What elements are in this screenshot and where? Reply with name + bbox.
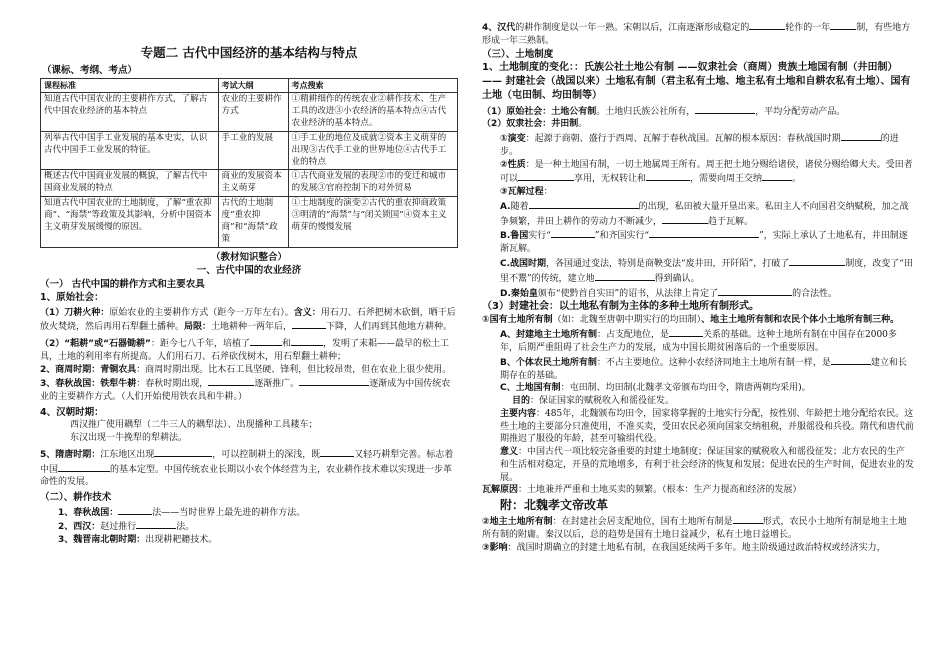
paragraph — [482, 355, 914, 383]
term-label: 瓦解原因 — [482, 485, 519, 496]
text: 的基本定型。中国传统农业长期以小农个体经营为主，农业耕作技术难以实现进一步革命性的发展。 — [40, 464, 453, 488]
fill-blank[interactable] — [646, 171, 690, 181]
text: 法——当时世界上最先进的耕作方法。 — [152, 507, 306, 518]
text: 。 — [578, 119, 588, 130]
table-header-cell: 考试大纲 — [218, 79, 288, 93]
paragraph — [40, 376, 458, 404]
table-row — [41, 170, 458, 197]
term-label: 4、汉代 — [482, 23, 516, 33]
text: 得到确认。 — [654, 273, 700, 284]
table-cell: 古代的土地制度“重农抑商”和“海禁”政策 — [218, 197, 288, 247]
paragraph — [40, 447, 458, 489]
fill-blank[interactable] — [299, 376, 369, 386]
paragraph — [40, 519, 458, 534]
term-label: ①国有土地所有制 — [482, 315, 553, 326]
paragraph — [482, 408, 914, 446]
text: ，可以控制耕土的深浅，既 — [212, 449, 321, 460]
fill-blank[interactable] — [841, 131, 881, 141]
paragraph — [482, 514, 914, 542]
fill-blank[interactable] — [662, 214, 708, 224]
term-label: （2）“耜耕”或“石器锄耕” — [40, 339, 151, 350]
fill-blank[interactable] — [292, 319, 326, 329]
text: 土地耕种一两年后， — [211, 322, 293, 333]
text: 的合法性。 — [792, 288, 838, 299]
text: ：商周时期出现。比木石工具坚硬、锋利，但比较昂贵，但在农业上很少使用。 — [136, 364, 452, 375]
text: 的出现，私田被大量开垦出来。私田主人不向国君交纳赋税，加之战争频繁，井田上耕作的劳动力不断减少， — [500, 201, 909, 227]
text: 制度，改变了“田里不鬻”的传统，建立地 — [500, 259, 913, 284]
section-heading: 一、古代中国的农业经济 — [196, 265, 302, 277]
paragraph — [482, 228, 914, 256]
subsection-heading: 1、土地制度的变化：：氏族公社土地公有制 ——奴隶社会（商周）贵族土地国有制（井田制）—— 封建社会（战国以来）土地私有制（君主私有土地、地主私有土地和自耕农私有土地）、国有土地（屯田制、均田制等） — [482, 62, 911, 102]
table-cell: 手工业的发展 — [218, 131, 288, 170]
fill-blank[interactable] — [518, 171, 574, 181]
text: 法。 — [176, 522, 195, 533]
table-header-row — [41, 79, 458, 93]
syllabus-table — [40, 78, 458, 247]
subsection-heading: 1、原始社会： — [40, 292, 104, 304]
section-heading: （二）、耕作技术 — [40, 492, 112, 504]
paragraph — [482, 20, 914, 48]
table-cell: ①土地制度的演变②古代的重农抑商政策③明清的“海禁”与“闭关锁国”④资本主义萌芽的慢慢发展 — [288, 197, 457, 247]
text: ：春秋时期出现， — [136, 379, 209, 390]
paragraph — [40, 505, 458, 520]
text: ：战国时期确立的封建土地私有制，在我国延续两千多年。地主阶级通过政治特权或经济实力， — [507, 542, 886, 553]
fill-blank[interactable] — [551, 228, 595, 238]
text: ”和齐国实行“ — [594, 231, 650, 242]
term-label: B.鲁国 — [500, 231, 529, 242]
text: 建立和长期存在的基础。 — [500, 357, 907, 381]
paragraph — [482, 118, 914, 131]
fill-blank[interactable] — [718, 286, 792, 296]
text: ：保证国家的赋税收入和徭役征发。 — [530, 396, 675, 407]
term-label: ③瓦解过程 — [500, 187, 544, 198]
table-cell: 农业的主要耕作方式 — [218, 93, 288, 132]
table-cell: 列举古代中国手工业发展的基本史实，认识古代中国手工业发展的特征。 — [41, 131, 219, 170]
paragraph: 西汉推广使用耦犁（二牛三人的耦犁法）、出现播种工具耧车； — [70, 420, 318, 431]
fill-blank[interactable] — [154, 447, 212, 457]
term-label: ②性质 — [500, 159, 526, 170]
fill-blank[interactable] — [762, 171, 792, 181]
text: ：在封建社会居支配地位，国有土地所有制是 — [552, 517, 733, 528]
term-label: 5、隋唐时期： — [40, 449, 101, 460]
paragraph — [40, 364, 458, 377]
fill-blank[interactable] — [749, 20, 785, 30]
term-label: 3、魏晋南北朝时期： — [58, 535, 146, 546]
text: 颁布“使黔首自实田”的诏书，从法律上肯定了 — [537, 288, 719, 299]
paragraph: 东汉出现一牛挽犁的犁耕法。 — [70, 433, 188, 444]
text: 。土地归氏族公社所有， — [596, 106, 696, 117]
term-label: ③影响 — [482, 542, 508, 553]
paragraph — [482, 484, 914, 497]
text: 出现耕耙耱技术。 — [145, 535, 218, 546]
paragraph — [482, 395, 914, 408]
section-heading: （三）、土地制度 — [482, 48, 554, 60]
term-label: C、土地国有制 — [500, 383, 561, 394]
paragraph — [482, 446, 914, 484]
subsection-heading: （3）封建社会：以土地私有制为主体的多种土地所有制形式。 — [482, 301, 759, 313]
fill-blank[interactable] — [320, 447, 354, 457]
paragraph — [482, 256, 914, 286]
text: ：是一种土地国有制，一切土地属周王所有。周王把土地分赐给诸侯，诸侯分赐给卿大夫。受田者可以 — [500, 159, 913, 185]
term-label: 2、西汉： — [58, 522, 101, 533]
paragraph — [482, 286, 914, 301]
paragraph — [482, 131, 914, 159]
table-cell: 知道古代中国农业的主要耕作方式，了解古代中国农业经济的基本特点 — [41, 93, 219, 132]
text: 轮作的一年 — [785, 23, 831, 33]
text: 江东地区出现 — [100, 449, 155, 460]
paragraph — [40, 336, 458, 364]
table-cell: 概述古代中国商业发展的概貌，了解古代中国商业发展的特点 — [41, 170, 219, 197]
text: 制，有些地方形成一年三熟制。 — [482, 23, 911, 46]
section-heading: （教材知识整合） — [210, 251, 287, 263]
table-cell: ①古代商业发展的表现②市的变迁和城市的发展③官府控制下的对外贸易 — [288, 170, 457, 197]
text: 赵过推行 — [100, 522, 137, 533]
text: ：占支配地位，是 — [596, 330, 669, 341]
text: 关系的基础。这种土地所有制在中国存在2000多年，后期严重阻碍了社会生产力的发展，成为中国长期贫困落后的一个重要原因。 — [500, 330, 897, 354]
paragraph — [482, 314, 914, 327]
term-label: （1）原始社会：土地公有制 — [482, 106, 597, 117]
text: ： — [543, 187, 553, 198]
table-row — [41, 131, 458, 170]
term-label: 主要内容 — [500, 408, 537, 419]
term-label: A、封建地主土地所有制 — [500, 330, 597, 341]
paragraph — [40, 534, 458, 547]
term-label: 3、春秋战国：铁犁牛耕 — [40, 379, 137, 390]
right-column — [482, 20, 914, 555]
text: 趋于瓦解。 — [708, 216, 754, 227]
text: ”，实际上承认了土地私有，井田制逐渐瓦解。 — [500, 231, 908, 255]
fill-blank[interactable] — [695, 104, 755, 114]
paragraph — [482, 382, 914, 395]
text: ，需要向周王交纳 — [690, 174, 763, 185]
fill-blank[interactable] — [529, 199, 639, 209]
text: 实行“ — [528, 231, 551, 242]
paragraph — [482, 327, 914, 355]
paragraph — [482, 104, 914, 119]
table-header-cell: 考点搜索 — [288, 79, 457, 93]
term-label: C.战国时期 — [500, 259, 547, 269]
term-label: ①演变 — [500, 134, 526, 145]
fill-blank[interactable] — [250, 336, 282, 346]
fill-blank[interactable] — [831, 355, 871, 365]
term-label: A. — [500, 201, 511, 212]
term-label: （1）刀耕火种： — [40, 307, 110, 318]
term-label: 含义： — [293, 307, 321, 318]
fill-blank[interactable] — [208, 376, 254, 386]
fill-blank[interactable] — [118, 505, 152, 515]
term-label: （2）奴隶社会：井田制 — [482, 119, 579, 130]
text: 又轻巧耕犁完善。标志着中国 — [40, 449, 454, 475]
term-label: 2、商周时期：青铜农具 — [40, 364, 137, 375]
fill-blank[interactable] — [789, 256, 845, 266]
table-cell: 知道古代中国农业的土地制度，了解“重农抑商”、“海禁”等政策及其影响，分析中国资本主义萌芽发展缓慢的原因。 — [41, 197, 219, 247]
term-label: 目的 — [512, 396, 531, 407]
table-header-cell: 课程标准 — [41, 79, 219, 93]
text: 享用，无权转让和 — [574, 174, 647, 185]
term-label: 、地主土地所有制和农民个体小土地所有制三种。 — [701, 315, 900, 326]
fill-blank[interactable] — [595, 271, 655, 281]
term-label: B、个体农民土地所有制 — [500, 357, 597, 368]
term-label: D.秦始皇 — [500, 288, 538, 299]
subsection-heading: 4、汉朝时期： — [40, 406, 104, 418]
fill-blank[interactable] — [58, 462, 110, 472]
text: ，各国通过变法，特别是商鞅变法“废井田，开阡陌”，打破了 — [546, 259, 790, 269]
paragraph — [482, 186, 914, 199]
text: ：屯田制、均田制(北魏孝文帝颁布均田令，隋唐两朝均采用)。 — [560, 383, 811, 394]
paragraph — [482, 199, 914, 229]
fill-blank[interactable] — [733, 514, 763, 524]
term-label: ②地主土地所有制 — [482, 517, 553, 528]
text: ：485年，北魏颁布均田令，国家将掌握的土地实行分配，按性别、年龄把土地分配给农民。这些土地的主要部分只准使用，不准买卖，受田农民必须向国家交纳租税，并服徭役和兵役。隋代和唐代前期推迟了服役的年龄，甚至可输绢代役。 — [500, 408, 915, 445]
text: ：不占主要地位。这种小农经济同地主土地所有制一样，是 — [596, 357, 831, 368]
paragraph — [40, 307, 458, 335]
text: 用石刀、石斧把树木砍倒，晒干后放火焚烧，然后再用石犁翻土播种。 — [40, 307, 456, 333]
table-row — [41, 197, 458, 247]
section-heading: （一） 古代中国的耕作方式和主要农具 — [40, 278, 205, 290]
page-title: 专题二 古代中国经济的基本结构与特点 — [140, 45, 358, 60]
subtitle: （课标、考纲、考点） — [42, 64, 138, 76]
text: 下降，人们再到其他地方耕种。 — [326, 322, 453, 333]
text: 随着 — [510, 201, 529, 212]
fill-blank[interactable] — [291, 336, 323, 346]
text: 。 — [792, 174, 802, 185]
fill-blank[interactable] — [669, 327, 703, 337]
text: ，发明了耒耜——最早的松土工具，土地的利用率有所提高。人们用石刀、石斧砍伐树木，用石犁翻土耕种； — [40, 339, 449, 362]
text: 原始农业的主要耕作方式（距今一万年左右）。 — [109, 307, 294, 318]
table-cell: ①手工业的地位及成就②资本主义萌芽的出现③古代手工业的世界地位④古代手工业的特点 — [288, 131, 457, 170]
term-label: 1、春秋战国： — [58, 507, 119, 518]
text: ：土地兼并严重和土地买卖的频繁。（根本：生产力提高和经济的发展） — [518, 485, 802, 496]
table-row — [41, 93, 458, 132]
fill-blank[interactable] — [649, 228, 759, 238]
text: 形式，农民小土地所有制是地主土地所有制的附庸。秦汉以后，总的趋势是国有土地日益减少，私有土地日益增长。 — [482, 517, 907, 540]
left-column — [40, 0, 458, 547]
text: （如：北魏至唐朝中期实行的均田制） — [552, 315, 702, 326]
paragraph — [482, 542, 914, 555]
term-label: 意义 — [500, 447, 519, 458]
text: ，平均分配劳动产品。 — [755, 106, 846, 117]
text: 逐渐推广。 — [254, 379, 300, 390]
appendix-heading: 附：北魏孝文帝改革 — [500, 498, 609, 513]
fill-blank[interactable] — [830, 20, 856, 30]
text: 和 — [281, 339, 291, 350]
term-label: 局限： — [184, 322, 212, 333]
fill-blank[interactable] — [136, 519, 176, 529]
table-cell: ①精耕细作的传统农业②耕作技术、生产工具的改进③小农经济的基本特点④古代农业经济的基本特点。 — [288, 93, 457, 132]
text: 逐渐成为中国传统农业的主要耕作方式。（人们开始使用铁农具和牛耕。） — [40, 379, 451, 403]
text: ：起源于商朝、盛行于西周、瓦解于春秋战国。瓦解的根本原因：春秋战国时期 — [525, 134, 841, 145]
paragraph — [482, 159, 914, 187]
text: ：中国古代一项比较完备重要的封建土地制度；保证国家的赋税收入和徭役征发；北方农民的生产和生活相对稳定，开垦的荒地增多，有利于社会经济的恢复和发展；促进农民的生产时间，促进农业的发展。 — [500, 447, 915, 483]
text: ：距今七八千年，培植了 — [150, 339, 250, 350]
text: 的进步。 — [500, 134, 899, 157]
table-cell: 商业的发展资本主义萌芽 — [218, 170, 288, 197]
text: 的耕作制度是以一年一熟。宋朝以后，江南逐渐形成稳定的 — [515, 23, 750, 33]
